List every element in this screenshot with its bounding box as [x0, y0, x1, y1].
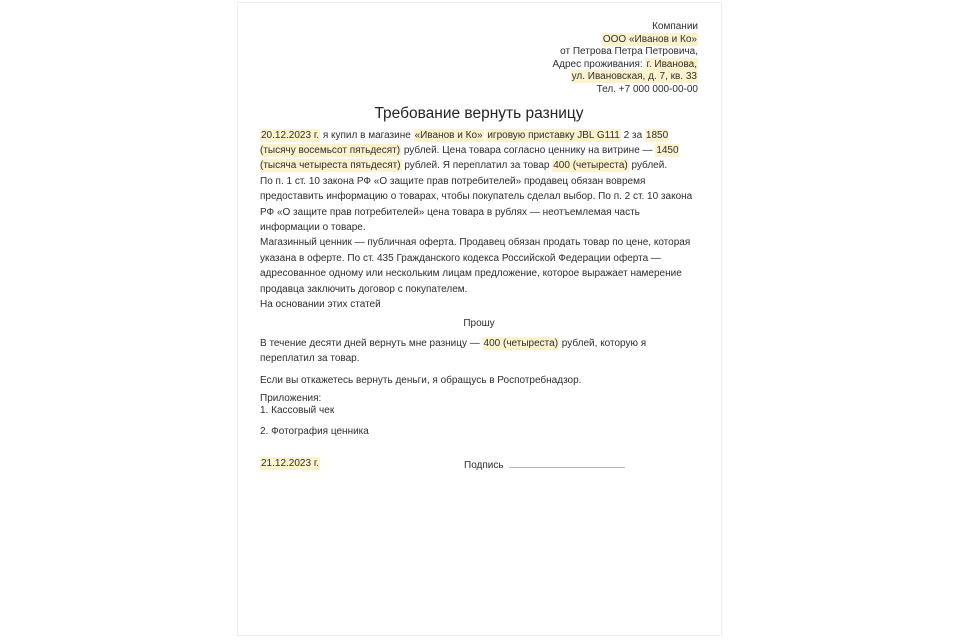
- address-line: [260, 21, 698, 34]
- paragraph-purchase-details: [260, 128, 698, 174]
- signature-label: Подпись: [464, 460, 504, 472]
- text-run: рублей.: [628, 160, 668, 172]
- highlighted-field: ул. Ивановская, д. 7, кв. 33: [571, 71, 697, 83]
- highlighted-field: 400 (четыреста): [553, 160, 628, 172]
- attachment-item-photo: 2. Фотография ценника: [260, 425, 369, 437]
- document-date: 21.12.2023 г.: [261, 458, 320, 470]
- text-run: Если вы откажетесь вернуть деньги, я обращусь в Роспотребнадзор.: [260, 374, 582, 386]
- text-run: рублей. Я переплатил за товар: [401, 160, 553, 172]
- request-heading: Прошу: [463, 318, 495, 330]
- highlighted-field: игровую приставку JBL G111: [487, 129, 620, 141]
- document-page: [237, 2, 722, 636]
- address-line: [260, 84, 698, 97]
- recipient-address-block: [260, 21, 698, 97]
- text-run: рублей. Цена товара согласно ценнику на витрине —: [401, 144, 656, 156]
- text-run: По п. 1 ст. 10 закона РФ «О защите прав потребителей» продавец обязан вовремя предоставить информацию о товарах, чтобы покупатель сделал выбор. По п. 2 ст. 10 закона РФ «О защите прав потребителей» цена товара в рублях — неотъемлемая часть информации о товаре.: [260, 175, 693, 233]
- address-line: [260, 46, 698, 59]
- text-run: В течение десяти дней вернуть мне разницу —: [260, 337, 483, 349]
- date-signature-row: [260, 457, 698, 473]
- document-title: Требование вернуть разницу: [374, 104, 584, 122]
- paragraph-consumer-law: [260, 174, 698, 236]
- text-run: рублей, которую я переплатил за товар.: [260, 337, 647, 365]
- text-run: от Петрова Петра Петровича,: [560, 46, 698, 58]
- signature-line: [509, 457, 625, 468]
- text-run: 2 за: [620, 129, 645, 141]
- text-run: На основании этих статей: [260, 299, 381, 311]
- address-line: [260, 34, 698, 47]
- address-line: [260, 71, 698, 84]
- highlighted-field: «Иванов и Ко»: [414, 129, 483, 141]
- text-run: Тел. +7 000 000-00-00: [596, 83, 698, 95]
- highlighted-field: 1850 (тысячу восемьсот пятьдесят): [260, 129, 669, 156]
- highlighted-field: ООО «Иванов и Ко»: [602, 33, 697, 45]
- paragraph-public-offer: [260, 235, 698, 297]
- paragraph-legal-basis: [260, 297, 698, 312]
- attachments-section: [260, 392, 698, 438]
- attachments-label: Приложения:: [260, 393, 322, 405]
- highlighted-field: 400 (четыреста): [483, 337, 559, 349]
- text-run: я купил в магазине: [320, 129, 414, 141]
- attachment-item-receipt: 1. Кассовый чек: [260, 405, 335, 417]
- paragraph-warning: [260, 373, 698, 388]
- paragraph-demand: [260, 336, 698, 367]
- text-run: Компании: [652, 21, 698, 32]
- highlighted-field: 20.12.2023 г.: [261, 129, 320, 141]
- highlighted-field: г. Иванова,: [646, 58, 697, 70]
- highlighted-field: 1450 (тысяча четыреста пятьдесят): [260, 144, 679, 172]
- text-run: Магазинный ценник — публичная оферта. Продавец обязан продать товар по цене, которая указана в оферте. По ст. 435 Гражданского кодекса Российской Федерации оферта — адресованное одному или нескольким лицам предложение, которое выражает намерение продавца заключить договор с покупателем.: [260, 237, 691, 295]
- signature-field: [464, 457, 625, 473]
- text-run: Адрес проживания:: [552, 58, 646, 70]
